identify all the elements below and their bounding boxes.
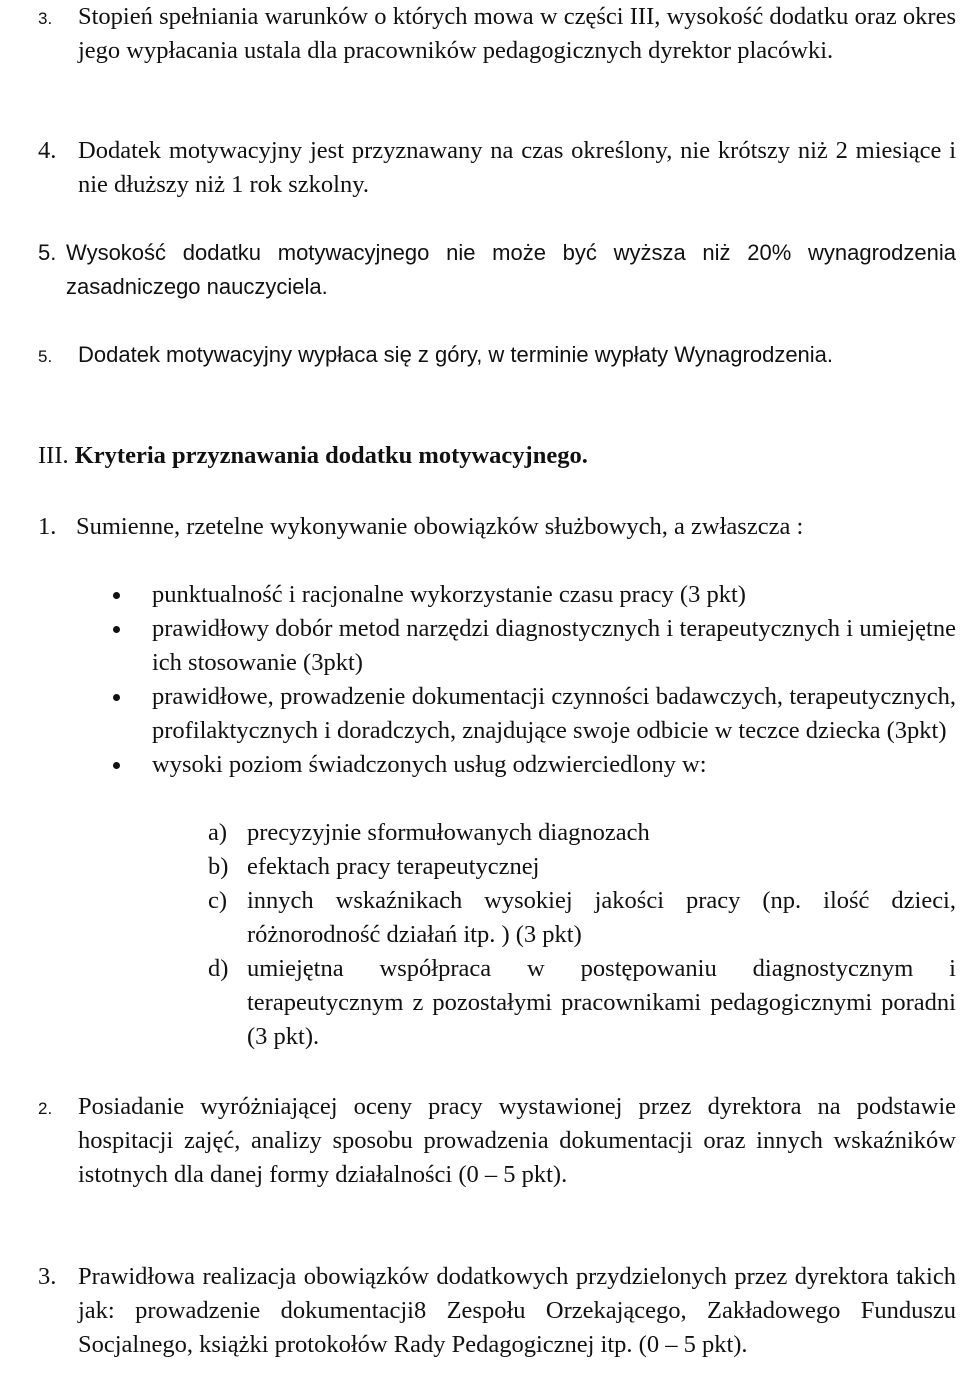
section-title: Kryteria przyznawania dodatku motywacyjnego. (74, 442, 588, 469)
list-item (0, 748, 960, 782)
sub-item-text: innych wskaźnikach wysokiej jakości pracy (np. ilość dzieci, różnorodność działań itp. ) (3 pkt) (247, 887, 956, 948)
sub-item (0, 816, 960, 850)
criterion-text: Sumienne, rzetelne wykonywanie obowiązków służbowych, a zwłaszcza : (76, 513, 804, 540)
bullet-list (0, 578, 960, 782)
section-roman: III. (38, 442, 69, 469)
criterion-text: Prawidłowa realizacja obowiązków dodatkowych przydzielonych przez dyrektora takich jak: prowadzenie dokumentacji8 Zespołu Orzekającego, Zakładowego Funduszu Socjalnego, książki protokołów Rady Pedagogicznej itp. (0 – 5 pkt). (78, 1263, 956, 1358)
bullet-icon (113, 592, 120, 599)
bullet-text: prawidłowe, prowadzenie dokumentacji czynności badawczych, terapeutycznych, profilaktycznych i doradczych, znajdujące swoje odbicie w teczce dziecka (3pkt) (152, 683, 956, 744)
list-item (0, 680, 960, 748)
bullet-icon (113, 762, 120, 769)
sub-item (0, 952, 960, 1054)
bullet-text: punktualność i racjonalne wykorzystanie czasu pracy (3 pkt) (152, 581, 746, 608)
criterion-number: 2. (38, 1099, 53, 1118)
item-text: Dodatek motywacyjny wypłaca się z góry, w terminie wypłaty Wynagrodzenia. (78, 342, 834, 367)
paragraph-item-5b (0, 338, 960, 372)
bullet-text: wysoki poziom świadczonych usług odzwierciedlony w: (152, 751, 707, 778)
list-item (0, 612, 960, 680)
sub-item-text: efektach pracy terapeutycznej (247, 853, 540, 880)
sub-item-label: c) (208, 887, 228, 914)
list-item (0, 578, 960, 612)
bullet-text: prawidłowy dobór metod narzędzi diagnostycznych i terapeutycznych i umiejętne ich stosowanie (3pkt) (152, 615, 956, 676)
bullet-icon (113, 626, 120, 633)
sub-item (0, 850, 960, 884)
criterion-1 (0, 510, 960, 544)
item-number: 3. (38, 9, 53, 28)
bullet-icon (113, 694, 120, 701)
criterion-number: 3. (38, 1263, 57, 1290)
criterion-3 (0, 1260, 960, 1362)
sub-item-label: a) (208, 819, 228, 846)
item-text: Dodatek motywacyjny jest przyznawany na czas określony, nie krótszy niż 2 miesiące i nie dłuższy niż 1 rok szkolny. (78, 137, 956, 198)
item-number: 4. (38, 137, 57, 164)
paragraph-item-4 (0, 134, 960, 202)
item-text: Stopień spełniania warunków o których mowa w części III, wysokość dodatku oraz okres jego wypłacania ustala dla pracowników pedagogicznych dyrektor placówki. (78, 3, 956, 64)
paragraph-item-5a (0, 236, 960, 304)
sub-item-label: b) (208, 853, 229, 880)
sub-item-label: d) (208, 955, 229, 982)
criterion-number: 1. (38, 513, 57, 540)
item-number: 5. (38, 347, 53, 366)
sub-item (0, 884, 960, 952)
section-heading (0, 442, 960, 470)
paragraph-item-3 (0, 0, 960, 68)
item-number: 5. (38, 240, 57, 265)
sub-item-text: precyzyjnie sformułowanych diagnozach (247, 819, 650, 846)
criterion-text: Posiadanie wyróżniającej oceny pracy wystawionej przez dyrektora na podstawie hospitacji zajęć, analizy sposobu prowadzenia dokumentacji oraz innych wskaźników istotnych dla danej formy działalności (0 – 5 pkt). (78, 1093, 956, 1188)
item-text: Wysokość dodatku motywacyjnego nie może być wyższa niż 20% wynagrodzenia zasadniczego nauczyciela. (66, 240, 956, 299)
sub-list (0, 816, 960, 1054)
sub-item-text: umiejętna współpraca w postępowaniu diagnostycznym i terapeutycznym z pozostałymi pracownikami pedagogicznymi poradni (3 pkt). (247, 955, 956, 1050)
criterion-2 (0, 1090, 960, 1192)
